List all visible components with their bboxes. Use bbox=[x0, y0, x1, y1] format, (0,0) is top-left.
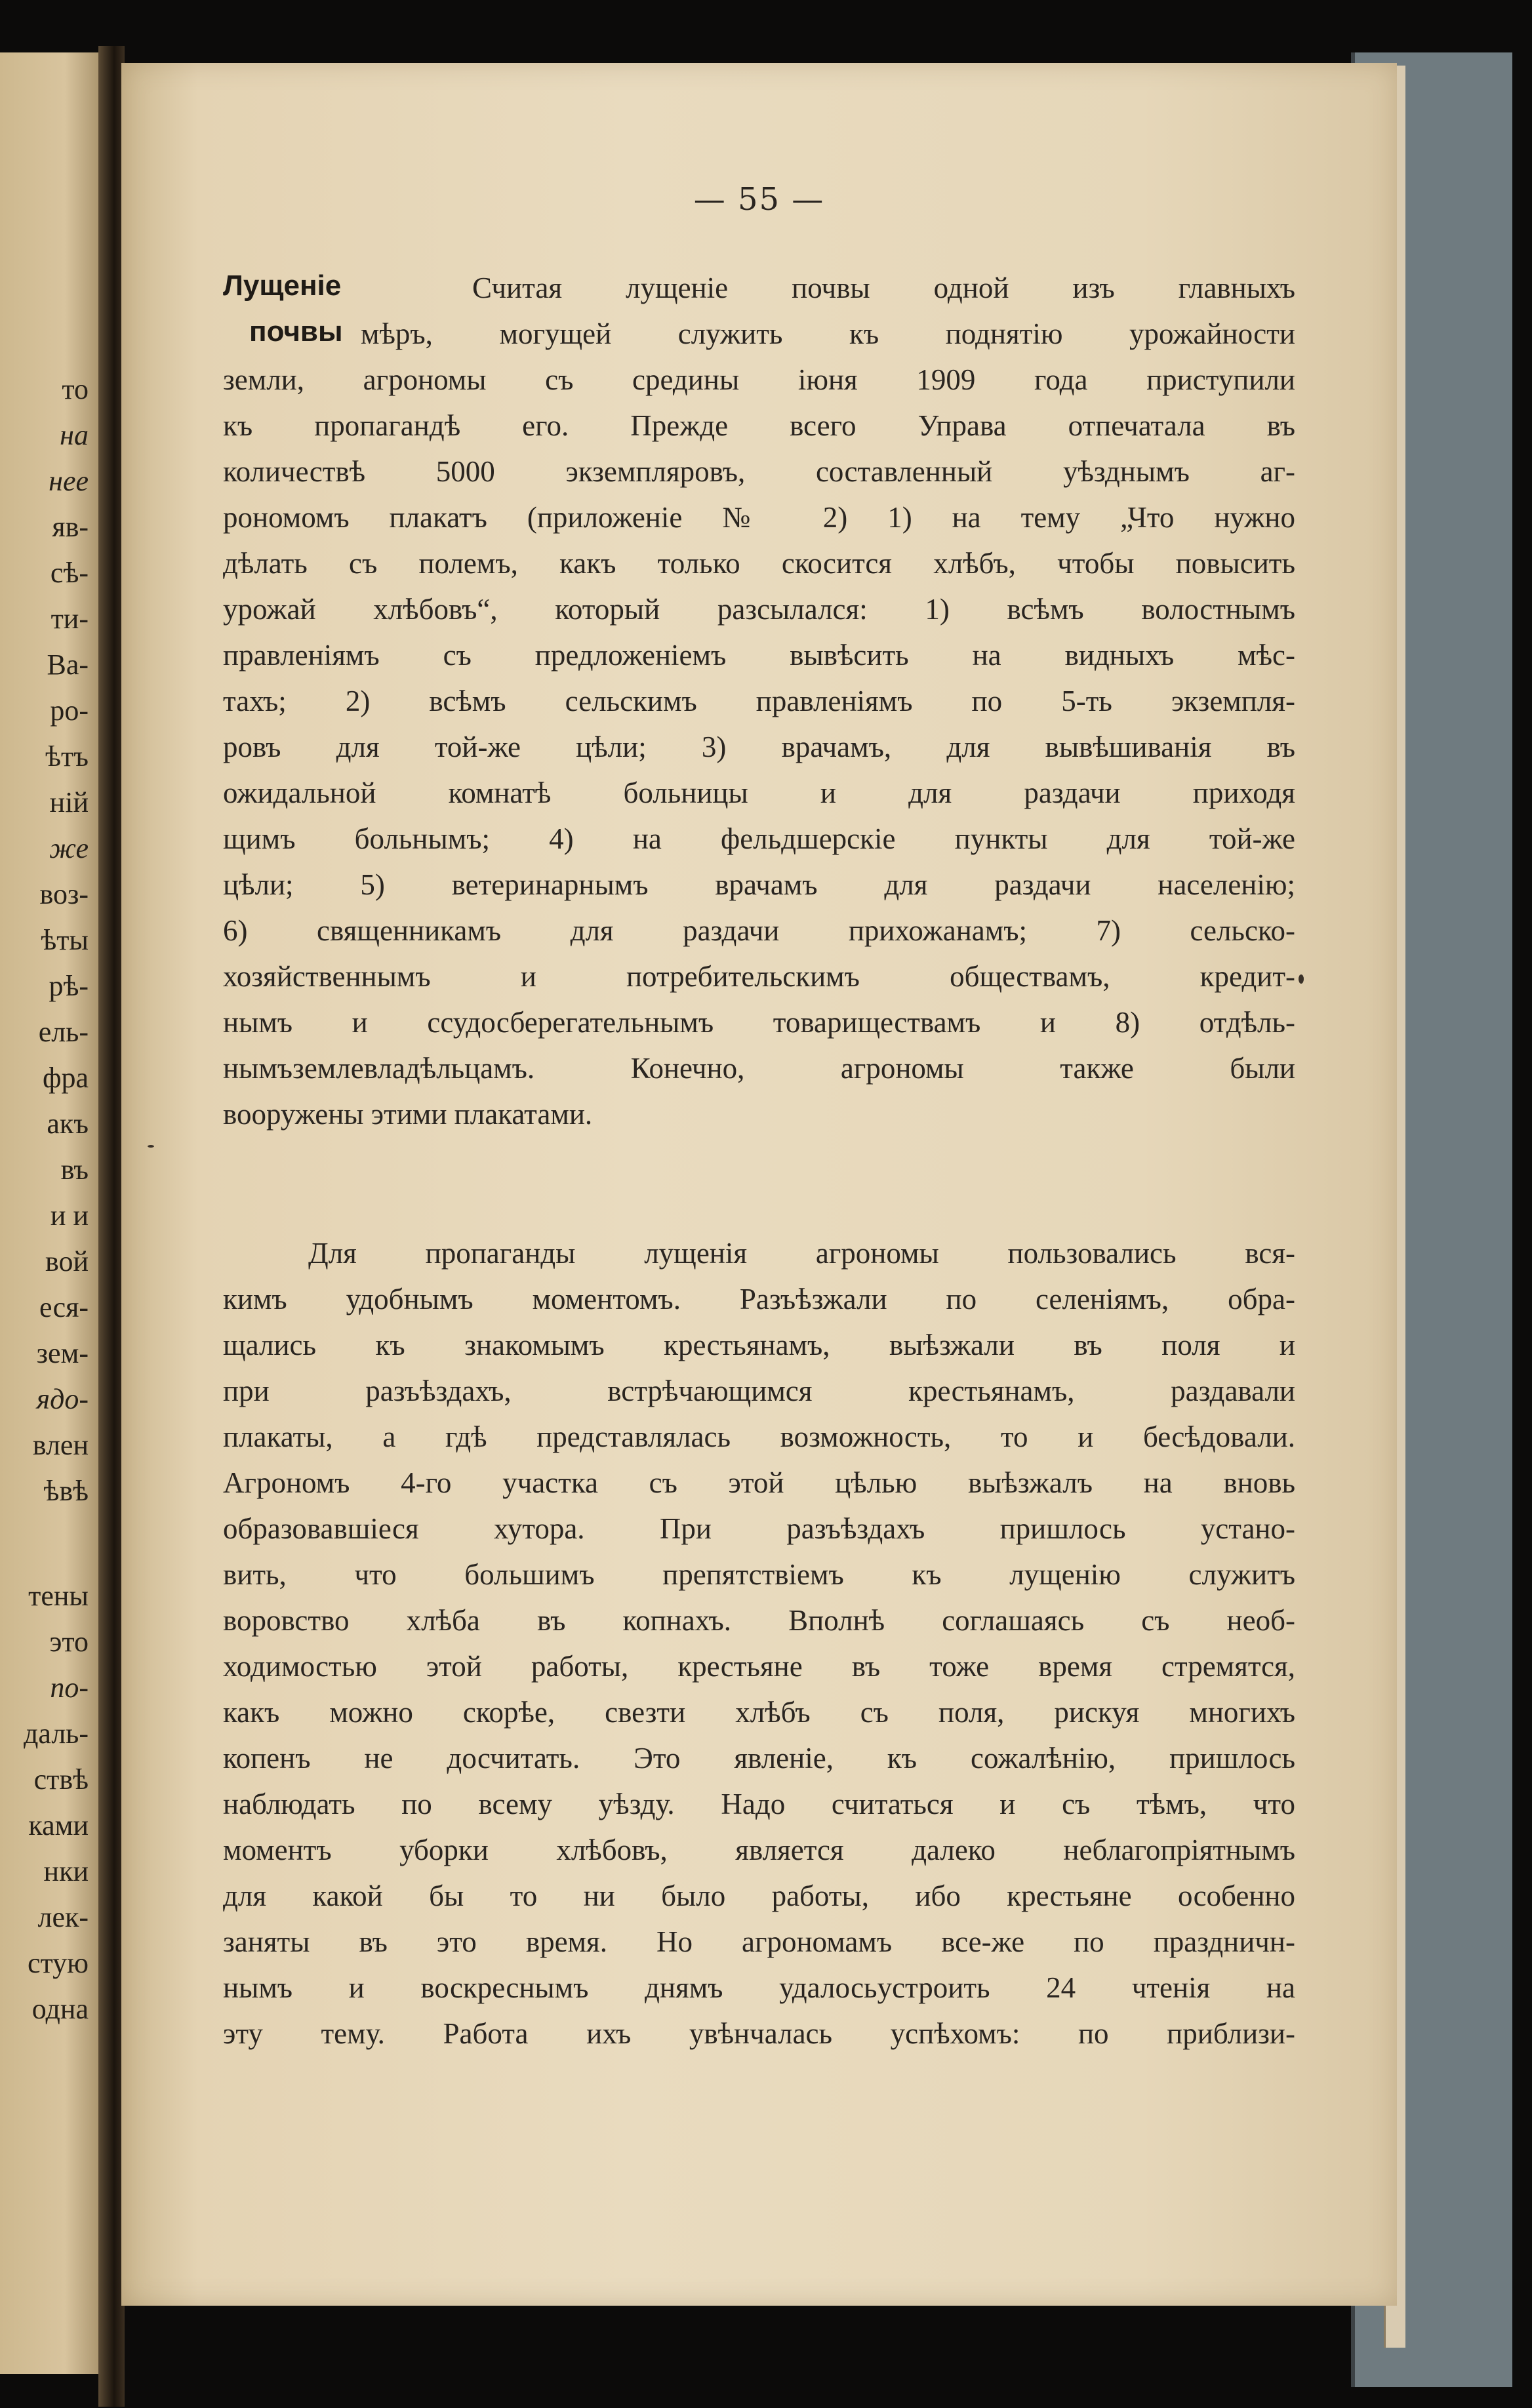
left-fragment: ядо- bbox=[36, 1383, 89, 1415]
left-fragment: въ bbox=[60, 1154, 89, 1186]
side-heading-line: почвы bbox=[249, 315, 343, 348]
text-line: Для пропаганды лущенія агрономы пользовались вся- bbox=[308, 1237, 1295, 1270]
left-fragment: зем- bbox=[36, 1337, 89, 1369]
left-fragment: нки bbox=[43, 1855, 89, 1887]
text-line: къ пропагандѣ его. Прежде всего Управа отпечатала въ bbox=[223, 409, 1295, 442]
text-line: тахъ; 2) всѣмъ сельскимъ правленіямъ по 5-ть экземпля- bbox=[223, 685, 1295, 717]
text-line: хозяйственнымъ и потребительскимъ обществамъ, кредит- bbox=[223, 960, 1295, 993]
left-fragment: на bbox=[60, 419, 89, 451]
left-fragment: воз- bbox=[39, 878, 89, 910]
text-line: ожидальной комнатѣ больницы и для раздачи приходя bbox=[223, 776, 1295, 809]
text-line: наблюдать по всему уѣзду. Надо считаться и съ тѣмъ, что bbox=[223, 1788, 1295, 1820]
text-line: вооружены этими плакатами. bbox=[223, 1098, 593, 1131]
left-fragment: одна bbox=[31, 1993, 89, 2025]
ink-speck bbox=[1299, 974, 1304, 984]
text-line: нымъ и ссудосберегательнымъ товариществамъ и 8) отдѣль- bbox=[223, 1006, 1295, 1039]
text-line: воровство хлѣба въ копнахъ. Вполнѣ соглашаясь съ необ- bbox=[223, 1604, 1295, 1637]
text-line: заняты въ это время. Но агрономамъ все-же по праздничн- bbox=[223, 1925, 1295, 1958]
page-number: — 55 — bbox=[693, 181, 825, 218]
left-fragment: ѣтъ bbox=[45, 740, 89, 773]
text-line: моментъ уборки хлѣбовъ, является далеко неблагопріятнымъ bbox=[223, 1834, 1295, 1866]
left-fragment: ками bbox=[28, 1809, 89, 1841]
text-line: количествѣ 5000 экземпляровъ, составленный уѣзднымъ аг- bbox=[223, 455, 1295, 488]
text-line: нымъ и воскреснымъ днямъ удалосьустроить 24 чтенія на bbox=[223, 1971, 1295, 2004]
text-line: ходимостью этой работы, крестьяне въ тоже время стремятся, bbox=[223, 1650, 1295, 1683]
left-fragment: фра bbox=[42, 1062, 89, 1094]
left-page-fragment bbox=[0, 52, 108, 2374]
text-line: щались къ знакомымъ крестьянамъ, выѣзжали въ поля и bbox=[223, 1329, 1295, 1361]
text-line: образовавшіеся хутора. При разъѣздахъ пришлось устано- bbox=[223, 1512, 1295, 1545]
left-fragment: ти- bbox=[50, 603, 89, 635]
text-line: кимъ удобнымъ моментомъ. Разъѣзжали по селеніямъ, обра- bbox=[223, 1283, 1295, 1315]
text-line: вить, что большимъ препятствіемъ къ лущенію служитъ bbox=[223, 1558, 1295, 1591]
book-gutter bbox=[98, 46, 125, 2407]
text-line: мѣръ, могущей служить къ поднятію урожайности bbox=[361, 317, 1295, 350]
text-line: Считая лущеніе почвы одной изъ главныхъ bbox=[472, 271, 1295, 304]
left-fragment: стую bbox=[27, 1947, 89, 1979]
text-line: 6) священникамъ для раздачи прихожанамъ; 7) сельско- bbox=[223, 914, 1295, 947]
left-fragment: лек- bbox=[37, 1901, 89, 1933]
text-line: какъ можно скорѣе, свезти хлѣбъ съ поля, рискуя многихъ bbox=[223, 1696, 1295, 1729]
text-line: щимъ больнымъ; 4) на фельдшерскіе пункты для той-же bbox=[223, 822, 1295, 855]
text-line: для какой бы то ни было работы, ибо крестьяне особенно bbox=[223, 1879, 1295, 1912]
text-line: нымъземлевладѣльцамъ. Конечно, агрономы также были bbox=[223, 1052, 1295, 1085]
left-fragment: ель- bbox=[38, 1016, 89, 1048]
paragraph-2 bbox=[223, 1230, 1295, 2057]
left-fragment: акъ bbox=[47, 1108, 89, 1140]
left-fragment: сѣ- bbox=[50, 557, 89, 589]
paragraph-1 bbox=[223, 265, 1295, 1137]
left-fragment: Ва- bbox=[47, 649, 89, 681]
left-fragment: это bbox=[49, 1626, 89, 1658]
left-fragment: и и bbox=[50, 1199, 89, 1232]
text-line: рономомъ плакатъ (приложеніе № 2) 1) на тему „Что нужно bbox=[223, 501, 1295, 534]
left-fragment: ній bbox=[49, 786, 89, 818]
left-fragment: рѣ- bbox=[49, 970, 89, 1002]
left-fragment: яв- bbox=[52, 511, 89, 543]
text-line: копенъ не досчитать. Это явленіе, къ сожалѣнію, пришлось bbox=[223, 1742, 1295, 1775]
text-line: эту тему. Работа ихъ увѣнчалась успѣхомъ: по приблизи- bbox=[223, 2017, 1295, 2050]
text-line: земли, агрономы съ средины іюня 1909 года приступили bbox=[223, 363, 1295, 396]
left-fragment: ѣвѣ bbox=[43, 1475, 89, 1507]
text-line: ровъ для той-же цѣли; 3) врачамъ, для вывѣшиванія въ bbox=[223, 731, 1295, 763]
text-line: при разъѣздахъ, встрѣчающимся крестьянамъ, раздавали bbox=[223, 1375, 1295, 1407]
text-line: плакаты, а гдѣ представлялась возможность, то и бесѣдовали. bbox=[223, 1420, 1295, 1453]
text-line: дѣлать съ полемъ, какъ только скосится хлѣбъ, чтобы повысить bbox=[223, 547, 1295, 580]
left-fragment: еся- bbox=[39, 1291, 89, 1323]
left-fragment: ѣты bbox=[41, 924, 89, 956]
left-fragment: влен bbox=[32, 1429, 89, 1461]
left-fragment: даль- bbox=[24, 1717, 89, 1750]
side-heading-line: Лущеніе bbox=[223, 270, 342, 302]
left-fragment: же bbox=[49, 832, 89, 864]
left-fragment: по- bbox=[50, 1672, 89, 1704]
text-line: урожай хлѣбовъ“, который разсылался: 1) всѣмъ волостнымъ bbox=[223, 593, 1295, 626]
left-fragment: ствѣ bbox=[33, 1763, 89, 1796]
book-page bbox=[121, 63, 1397, 2306]
left-fragment: нее bbox=[49, 465, 89, 497]
left-fragment: то bbox=[62, 373, 89, 405]
text-line: Агрономъ 4-го участка съ этой цѣлью выѣзжалъ на вновь bbox=[223, 1466, 1295, 1499]
ink-speck bbox=[148, 1145, 154, 1148]
left-fragment: ро- bbox=[50, 694, 89, 727]
text-line: цѣли; 5) ветеринарнымъ врачамъ для раздачи населенію; bbox=[223, 868, 1295, 901]
left-fragment: вой bbox=[45, 1245, 89, 1277]
left-fragment: тены bbox=[28, 1580, 89, 1612]
text-line: правленіямъ съ предложеніемъ вывѣсить на видныхъ мѣс- bbox=[223, 639, 1295, 672]
